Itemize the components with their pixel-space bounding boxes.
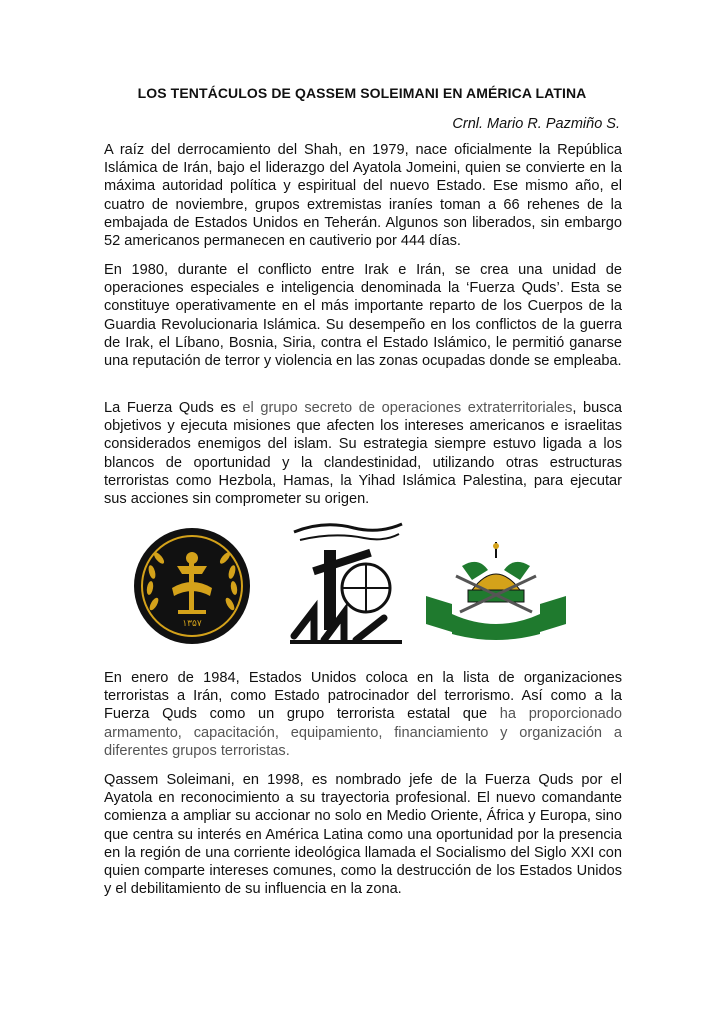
- irgc-emblem-icon: [132, 526, 252, 646]
- paragraph-3-highlight: el grupo secreto de operaciones extraterritoriales: [242, 400, 573, 416]
- document-title: LOS TENTÁCULOS DE QASSEM SOLEIMANI EN AMÉRICA LATINA: [137, 85, 587, 101]
- hezbollah-flag-icon: [284, 518, 409, 648]
- paragraph-3-end: , busca objetivos y ejecuta misiones que afecten los intereses americanos e israelitas considerados enemigos del islam. Su estrategia siempre estuvo ligada a los blancos de oportunidad y la clandestinidad, utilizando otras estructuras terroristas como Hezbola, Hamas, la Yihad Islámica Palestina, para ejecutar sus acciones sin comprometer su origen.: [104, 400, 622, 508]
- hamas-emblem-icon: [422, 536, 570, 646]
- paragraph-5: Qassem Soleimani, en 1998, es nombrado jefe de la Fuerza Quds por el Ayatola en reconocimiento a su trayectoria profesional. El nuevo comandante comienza a ampliar su accionar no solo en Medio Oriente, África y Europa, sino que centra su interés en América Latina como una oportunidad por la presencia en la región de una corriente ideológica llamada el Socialismo del Siglo XXI con quien comparte intereses comunes, como la destrucción de los Estados Unidos y el debilitamiento de su influencia en la zona.: [104, 772, 622, 898]
- author-line: Crnl. Mario R. Pazmiño S.: [452, 116, 620, 132]
- paragraph-4: [104, 669, 622, 760]
- paragraph-3: [104, 399, 622, 508]
- emblems-image: [132, 518, 592, 648]
- paragraph-4-start: En enero de 1984, Estados Unidos coloca en la lista de organizaciones terroristas a Irán, como Estado patrocinador del terrorismo. Así como a la Fuerza Quds como un grupo terrorista estatal que: [104, 670, 622, 723]
- irgc-year-text: ۱۳۵۷: [182, 619, 202, 629]
- paragraph-3-start: La Fuerza Quds es: [104, 400, 243, 416]
- paragraph-4-highlight: ha proporcionado armamento, capacitación, equipamiento, financiamiento y organización a diferentes grupos terroristas.: [104, 706, 623, 759]
- paragraph-1: A raíz del derrocamiento del Shah, en 1979, nace oficialmente la República Islámica de Irán, bajo el liderazgo del Ayatola Jomeini, quien se convierte en la máxima autoridad política y espiritual del nuevo Estado. Ese mismo año, el cuatro de noviembre, grupos extremistas iraníes toman a 66 rehenes de la embajada de Estados Unidos en Teherán. Algunos son liberados, sin embargo 52 americanos permanecen en cautiverio por 444 días.: [104, 142, 622, 250]
- paragraph-2: En 1980, durante el conflicto entre Irak e Irán, se crea una unidad de operaciones especiales e inteligencia denominada la ‘Fuerza Quds’. Esta se constituye operativamente en el más importante reparto de los Cuerpos de la Guardia Revolucionaria Islámica. Su desempeño en los conflictos de la guerra de Irak, el Líbano, Bosnia, Siria, contra el Estado Islámico, le permitió ganarse una reputación de terror y violencia en las zonas ocupadas donde se empleaba.: [104, 262, 622, 370]
